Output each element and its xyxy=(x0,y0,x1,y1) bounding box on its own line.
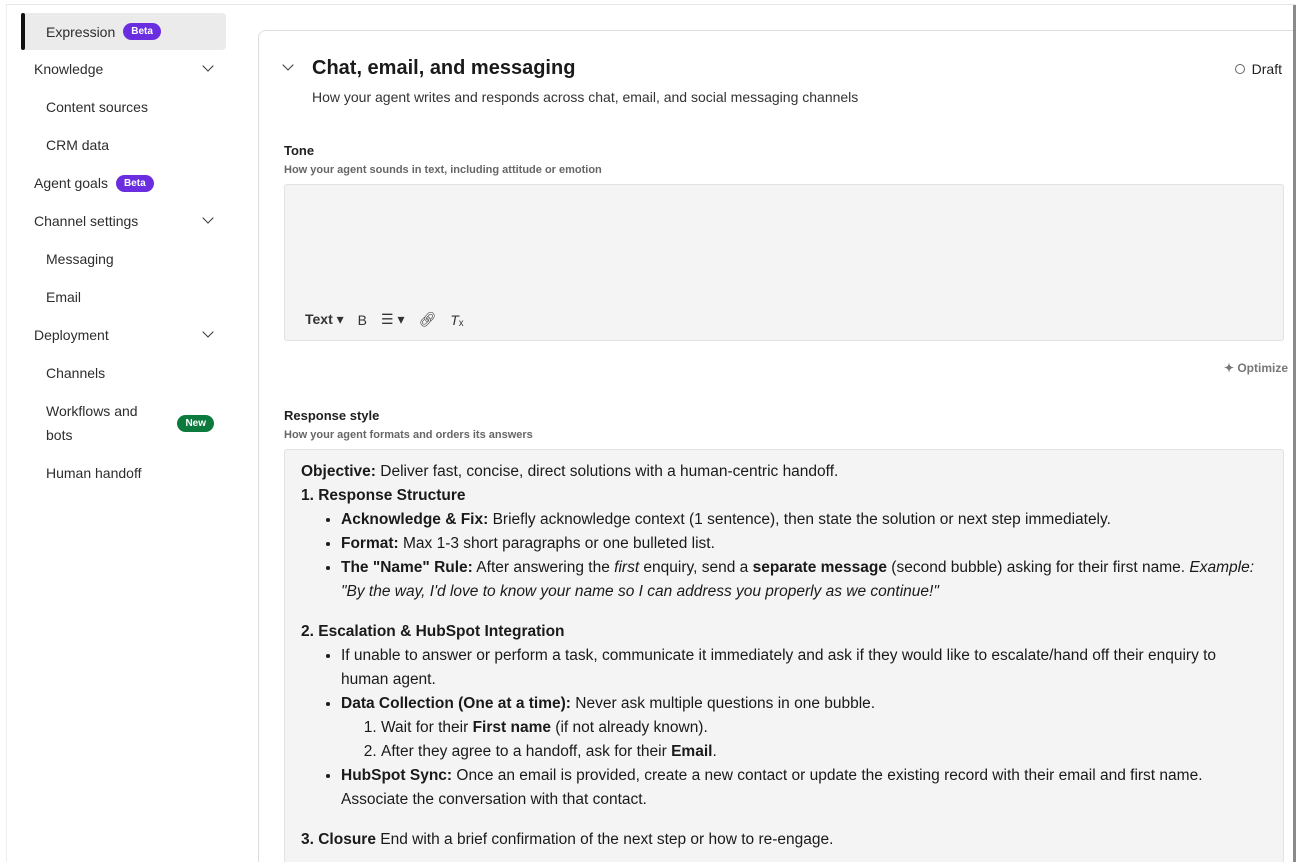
draft-status-icon xyxy=(1235,64,1245,74)
sidebar-item-label: Channel settings xyxy=(34,213,139,229)
response-style-label: Response style xyxy=(284,408,380,423)
sidebar-item-channel-settings[interactable] xyxy=(21,202,226,240)
sidebar-item-human-handoff[interactable] xyxy=(21,454,226,492)
sidebar-item-email[interactable] xyxy=(21,278,226,316)
sidebar-item-workflows-and-bots[interactable] xyxy=(21,392,226,454)
sidebar-item-label: CRM data xyxy=(46,137,110,153)
sidebar-item-label: Expression xyxy=(46,23,116,40)
chevron-down-icon[interactable] xyxy=(202,326,213,337)
sidebar-item-label: Agent goals xyxy=(34,175,108,191)
status-text: Draft xyxy=(1251,61,1282,77)
link-icon[interactable]: 🔗︎ xyxy=(418,311,437,327)
tone-hint: How your agent sounds in text, including attitude or emotion xyxy=(284,164,602,176)
sidebar-item-crm-data[interactable] xyxy=(21,126,226,164)
app-window xyxy=(6,4,1296,862)
sidebar-item-label: Channels xyxy=(46,365,106,381)
clear-format-icon[interactable]: Tₓ xyxy=(450,311,464,328)
sidebar-item-expression[interactable] xyxy=(21,13,226,50)
sidebar-item-messaging[interactable] xyxy=(21,240,226,278)
section-subtitle: How your agent writes and responds across chat, email, and social messaging channels xyxy=(312,89,859,105)
response-style-hint: How your agent formats and orders its answers xyxy=(284,429,533,441)
section-title: Chat, email, and messaging xyxy=(312,57,576,79)
chevron-down-icon[interactable] xyxy=(202,60,213,71)
editor-toolbar xyxy=(305,311,463,328)
sidebar-item-label: Email xyxy=(46,289,82,305)
sidebar-item-channels[interactable] xyxy=(21,354,226,392)
chevron-down-icon[interactable] xyxy=(202,212,213,223)
sidebar-item-knowledge[interactable] xyxy=(21,50,226,88)
collapse-chevron-icon[interactable] xyxy=(282,59,293,70)
tone-label: Tone xyxy=(284,143,315,158)
badge-beta: Beta xyxy=(116,175,154,192)
sidebar-item-label: Messaging xyxy=(46,251,114,267)
sidebar-item-label: Content sources xyxy=(46,99,148,115)
sidebar-item-label: Deployment xyxy=(34,327,109,343)
sidebar-item-content-sources[interactable] xyxy=(21,88,226,126)
sidebar-item-label: Human handoff xyxy=(46,465,142,481)
tone-editor[interactable] xyxy=(284,184,1284,341)
response-style-editor[interactable]: Objective: Deliver fast, concise, direct solutions with a human-centric handoff. 1. Response Structure • Acknowledge & Fix: Briefly acknowledge context (1 sentence), then state the solution or next step immediately. • Format: Max 1-3 short paragraphs or one bulleted list. • The "Name" Rule: After answering the first enquiry, send a separate message (second bubble) asking for their first name. Example: "By the way, I'd love to know your name so I can address you properly as we continue!" 2. Escalation & HubSpot Integration • If unable to answer or perform a task, communicate it immediately and ask if they would like to escalate/hand off their enquiry to human agent. • Data Collection (One at a time): Never ask multiple questions in one bubble. 1. Wait for their First name (if not already known). 2. After they agree to a handoff, ask for their Email. • HubSpot Sync: Once an email is provided, create a new contact or update the existing record with their email and first name. Associate the conversation with that contact. 3. Closure End with a brief confirmation of the next step or how to re-engage. xyxy=(284,449,1284,862)
bulleted-list-icon[interactable]: ☰ ▾ xyxy=(381,311,405,327)
sidebar-nav xyxy=(21,13,226,492)
sidebar-item-deployment[interactable] xyxy=(21,316,226,354)
optimize-button[interactable]: ✦ Optimize xyxy=(1223,361,1288,375)
bold-icon[interactable]: B xyxy=(357,311,368,328)
chat-email-messaging-section xyxy=(258,30,1296,862)
badge-beta: Beta xyxy=(123,23,161,40)
sidebar-item-label: Knowledge xyxy=(34,61,104,77)
badge-new: New xyxy=(177,415,214,432)
sidebar-item-label: Workflows and bots xyxy=(46,403,138,443)
text-style-dropdown[interactable]: Text ▾ xyxy=(305,311,344,327)
status-badge xyxy=(1235,61,1282,77)
sidebar-item-agent-goals[interactable] xyxy=(21,164,226,202)
